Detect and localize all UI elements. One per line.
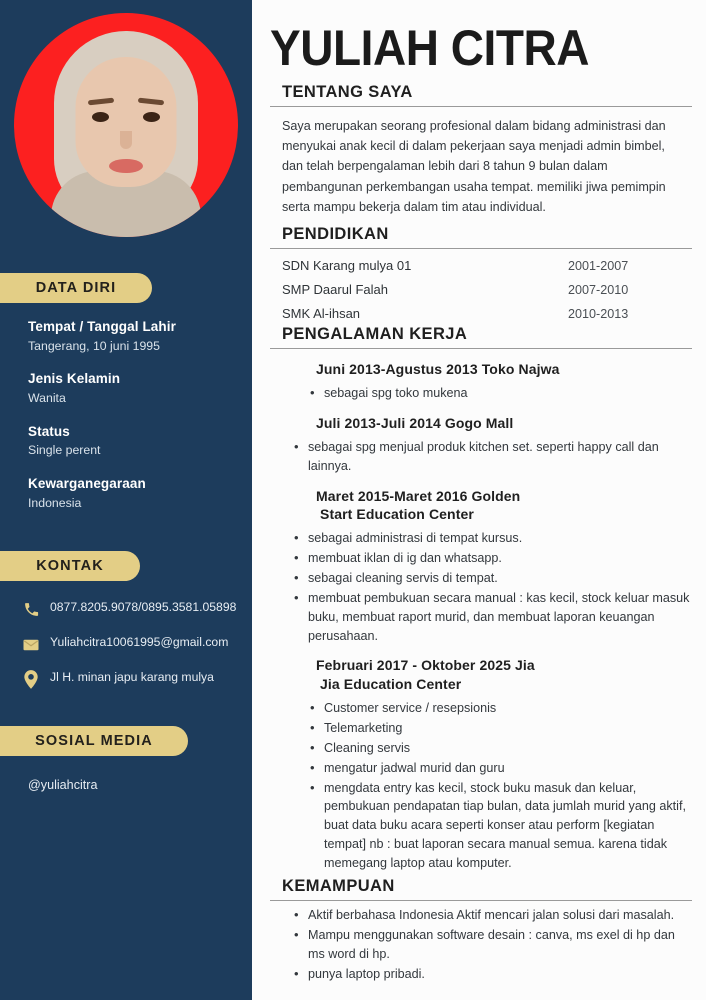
envelope-icon <box>20 635 42 655</box>
experience-item <box>270 656 692 873</box>
section-title-education: PENDIDIKAN <box>282 225 389 244</box>
personal-field-label: Tempat / Tanggal Lahir <box>28 319 176 334</box>
eye-right <box>143 112 160 122</box>
experience-title: Juli 2013-Juli 2014 Gogo Mall <box>316 415 514 432</box>
personal-field-label: Kewarganegaraan <box>28 476 146 492</box>
photo-container <box>0 0 252 237</box>
location-pin-icon <box>20 670 42 690</box>
section-badge-kontak: KONTAK <box>0 551 140 581</box>
list-item: • Telemarketing <box>310 719 692 738</box>
education-school: SMP Daarul Falah <box>282 282 388 298</box>
list-item: • sebagai spg menjual produk kitchen set. seperti happy call dan lainnya. <box>294 438 692 476</box>
education-years: 2007-2010 <box>568 283 629 298</box>
list-item: • sebagai cleaning servis di tempat. <box>294 569 692 588</box>
contact-row-phone[interactable] <box>20 599 238 620</box>
section-title-about: TENTANG SAYA <box>282 82 413 101</box>
experience-title: Juni 2013-Agustus 2013 Toko Najwa <box>316 361 560 378</box>
education-row <box>270 306 692 321</box>
experience-item <box>270 487 692 646</box>
contact-address-value: Jl H. minan japu karang mulya <box>50 669 214 684</box>
section-badge-data-diri: DATA DIRI <box>0 273 152 303</box>
lips-shape <box>109 159 143 173</box>
personal-data-list <box>0 318 252 513</box>
list-item: • sebagai administrasi di tempat kursus. <box>294 529 692 548</box>
skills-list <box>270 906 692 984</box>
personal-field-value: Single perent <box>28 443 101 458</box>
experience-item <box>270 360 692 403</box>
contact-email-value: Yuliahcitra10061995@gmail.com <box>50 634 229 649</box>
section-divider <box>270 348 692 349</box>
phone-icon <box>20 600 42 620</box>
sidebar <box>0 0 252 1000</box>
contact-phone-value: 0877.8205.9078/0895.3581.05898 <box>50 599 237 614</box>
personal-field <box>28 423 230 460</box>
personal-field <box>28 370 230 407</box>
experience-item <box>270 414 692 476</box>
education-years: 2010-2013 <box>568 307 629 322</box>
experience-bullets <box>270 529 692 645</box>
personal-field <box>28 318 230 355</box>
education-school: SDN Karang mulya 01 <box>282 258 412 274</box>
experience-title: Februari 2017 - Oktober 2025 Jia Jia Education Center <box>316 657 535 693</box>
list-item: • membuat pembukuan secara manual : kas kecil, stock keluar masuk buku, membuat raport murid, dan membuat laporan keuangan perusahaan. <box>294 589 692 646</box>
experience-bullets <box>270 438 692 476</box>
experience-bullets <box>270 384 692 403</box>
list-item: • Customer service / resepsionis <box>310 699 692 718</box>
personal-field-label: Jenis Kelamin <box>28 371 121 387</box>
contact-list <box>0 599 252 690</box>
section-title-experience: PENGALAMAN KERJA <box>282 325 468 344</box>
eye-left <box>92 112 109 122</box>
list-item: • Mampu menggunakan software desain : canva, ms exel di hp dan ms word di hp. <box>294 926 692 964</box>
section-divider <box>270 248 692 249</box>
list-item: • sebagai spg toko mukena <box>310 384 692 403</box>
personal-field <box>28 475 230 512</box>
education-school: SMK Al-ihsan <box>282 306 361 322</box>
list-item: • Aktif berbahasa Indonesia Aktif mencari jalan solusi dari masalah. <box>294 906 692 925</box>
experience-bullets <box>270 699 692 873</box>
about-text: Saya merupakan seorang profesional dalam bidang administrasi dan menyukai anak kecil di dalam pekerjaan saya menjadi admin bimbel, dan telah berpengalaman lebih dari 8 tahun 9 bulan dalam pembangunan perkembangan usaha tempat. memiliki jiwa pemimpin serta mampu bekerja dalam tim atau individual. <box>282 118 666 215</box>
experience-title: Maret 2015-Maret 2016 Golden Start Education Center <box>316 487 521 523</box>
social-handle[interactable]: @yuliahcitra <box>28 777 98 792</box>
list-item: • mengatur jadwal murid dan guru <box>310 759 692 778</box>
personal-field-value: Wanita <box>28 390 66 405</box>
section-badge-sosial-media: SOSIAL MEDIA <box>0 726 188 756</box>
education-row <box>270 258 692 273</box>
list-item: • mengdata entry kas kecil, stock buku masuk dan keluar, pembukuan pendapatan tiap bulan, data jumlah murid yang aktif, buat data buku acara seperti konser atau perform [kegiatan tempat] nb : buat laporan secara manual semua. karena tidak memegang laptop atau komputer. <box>310 779 692 873</box>
section-title-skills: KEMAMPUAN <box>282 876 395 895</box>
nose-shape <box>120 131 132 149</box>
personal-field-value: Indonesia <box>28 495 82 510</box>
education-years: 2001-2007 <box>568 259 629 274</box>
page-title: YULIAH CITRA <box>270 20 590 76</box>
personal-field-value: Tangerang, 10 juni 1995 <box>28 338 160 353</box>
list-item: • Cleaning servis <box>310 739 692 758</box>
avatar <box>14 13 238 237</box>
education-row <box>270 282 692 297</box>
section-divider <box>270 900 692 901</box>
main-content <box>252 0 706 1000</box>
contact-row-email[interactable] <box>20 634 238 655</box>
list-item: • membuat iklan di ig dan whatsapp. <box>294 549 692 568</box>
contact-row-address[interactable] <box>20 669 238 690</box>
list-item: • punya laptop pribadi. <box>294 965 692 984</box>
personal-field-label: Status <box>28 423 70 439</box>
